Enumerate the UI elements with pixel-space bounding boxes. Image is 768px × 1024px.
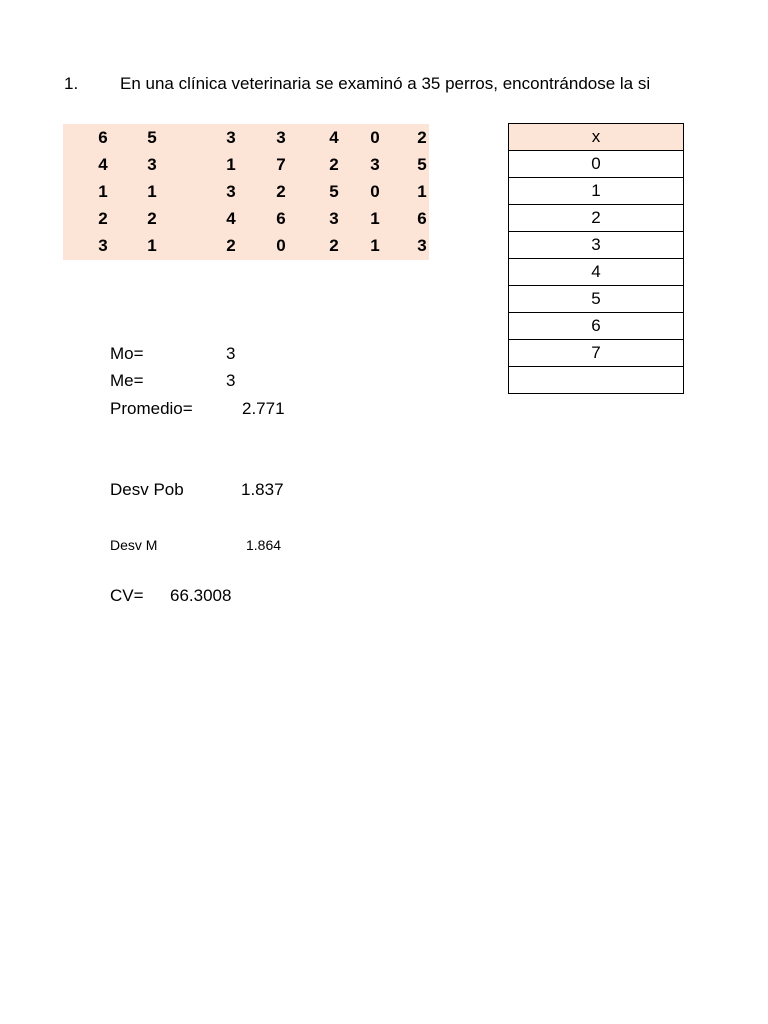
table-row [509,259,684,286]
data-cell: 2 [226,236,236,255]
mean-value: 2.771 [242,399,285,418]
table-row [509,340,684,367]
data-cell: 3 [226,128,236,147]
data-cell: 5 [417,155,427,174]
data-cell: 3 [226,182,236,201]
table-row [509,367,684,394]
data-cell: 3 [276,128,286,147]
mode-value: 3 [226,344,236,363]
data-cell: 6 [417,209,427,228]
data-cell: 1 [370,209,380,228]
data-row [63,205,429,232]
data-cell: 1 [417,182,427,201]
data-cell: 5 [329,182,339,201]
data-cell: 4 [98,155,108,174]
data-cell: 3 [329,209,339,228]
freq-table-header: x [509,124,684,151]
mean-label: Promedio= [110,399,193,418]
table-row [509,178,684,205]
sample-std-label: Desv M [110,537,158,553]
data-cell: 1 [147,182,157,201]
data-cell: 6 [276,209,286,228]
population-std-label: Desv Pob [110,480,184,499]
data-cell: 1 [370,236,380,255]
data-cell: 2 [276,182,286,201]
freq-table-cell: 3 [509,232,684,259]
data-cell: 2 [329,236,339,255]
table-row [509,151,684,178]
data-row [63,232,429,259]
median-value: 3 [226,371,236,390]
median-label: Me= [110,371,144,390]
data-cell: 3 [147,155,157,174]
data-row [63,124,429,151]
data-row [63,151,429,178]
cv-label: CV= [110,586,144,605]
data-cell: 2 [329,155,339,174]
freq-table-cell: 5 [509,286,684,313]
freq-table-cell: 7 [509,340,684,367]
frequency-table [508,123,684,394]
data-cell: 7 [276,155,286,174]
data-cell: 1 [226,155,236,174]
data-cell: 1 [98,182,108,201]
data-cell: 3 [370,155,380,174]
freq-table-cell: 4 [509,259,684,286]
population-std-value: 1.837 [241,480,284,499]
table-row [509,232,684,259]
data-cell: 4 [329,128,339,147]
data-cell: 1 [147,236,157,255]
freq-table-cell: 0 [509,151,684,178]
raw-data-block [63,124,429,260]
table-row [509,124,684,151]
data-cell: 6 [98,128,108,147]
table-row [509,205,684,232]
freq-table-cell: 1 [509,178,684,205]
data-cell: 3 [417,236,427,255]
freq-table-cell: 6 [509,313,684,340]
sample-std-value: 1.864 [246,537,282,553]
problem-statement: En una clínica veterinaria se examinó a 35 perros, encontrándose la si [120,74,651,93]
data-cell: 5 [147,128,157,147]
freq-table-cell [509,367,684,394]
cv-value: 66.3008 [170,586,232,605]
data-cell: 2 [98,209,108,228]
data-cell: 2 [147,209,157,228]
data-row [63,178,429,205]
data-cell: 0 [276,236,286,255]
freq-table-cell: 2 [509,205,684,232]
data-cell: 0 [370,182,380,201]
data-cell: 4 [226,209,236,228]
data-cell: 3 [98,236,108,255]
table-row [509,313,684,340]
table-row [509,286,684,313]
data-cell: 2 [417,128,427,147]
data-cell: 0 [370,128,380,147]
mode-label: Mo= [110,344,144,363]
problem-number: 1. [64,74,79,93]
